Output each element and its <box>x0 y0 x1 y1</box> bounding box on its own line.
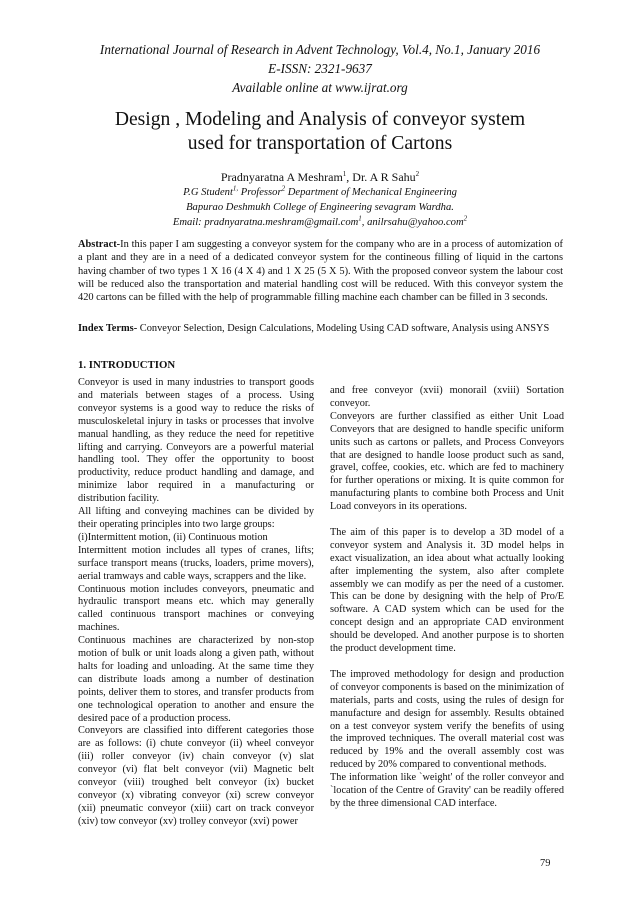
role-professor-sup: 2 <box>281 184 286 193</box>
email-2: , anilrsahu@yahoo.com <box>361 217 464 228</box>
affiliation-emails <box>60 215 580 230</box>
journal-issn: E-ISSN: 2321-9637 <box>268 61 372 76</box>
paper-authors <box>60 170 580 185</box>
author-1: Pradnyaratna A Meshram <box>220 170 343 184</box>
paragraph: Conveyors are further classified as either Unit Load Conveyors that are designed to handle specific uniform units such as cartons or pallets, and Process Conveyors that are designed to handle loose product such as sand, gravel, coffee, cookies, etc. which are fed to machinery for further operations or mixing. It is quite common for manufacturing plants to combine both Process and Unit Load conveyors in its operations. <box>330 410 564 513</box>
paragraph: Conveyors are classified into different categories those are as follows: (i) chute conveyor (ii) wheel conveyor (iii) roller conveyor (iv) chain conveyor (v) slat conveyor (vi) flat belt conveyor (vii) Magnetic belt conveyor (viii) troughed belt conveyor (ix) bucket conveyor (x) vibrating conveyor (xi) screw conveyor (xii) pneumatic conveyor (xiii) cart on track conveyor (xiv) tow conveyor (xv) trolley conveyor (xvi) power <box>78 725 314 827</box>
page-number: 79 <box>540 858 551 869</box>
journal-website: Available online at www.ijrat.org <box>232 80 408 95</box>
email-1: Email: pradnyaratna.meshram@gmail.com <box>172 217 359 228</box>
paragraph: Intermittent motion includes all types of cranes, lifts; surface transport means (trucks, loaders, prime movers), aerial tramways and cable ways, scrappers and the like. <box>78 544 314 582</box>
author-2-sup: 2 <box>415 170 420 178</box>
paragraph: Continuous machines are characterized by non-stop motion of bulk or unit loads along a given path, without halts for loading and unloading. At the same time they can distribute loads among a number of destination points, deliver them to stores, and transfer products from one technological operation to another and ensure the desired pace of a production process. <box>78 635 314 724</box>
index-terms-label: Index Terms- <box>78 323 138 334</box>
role-student: P.G Student <box>183 187 233 198</box>
paragraph: (i)Intermittent motion, (ii) Continuous motion <box>78 531 268 543</box>
paper-title-line2: used for transportation of Cartons <box>187 133 453 154</box>
paragraph: The improved methodology for design and production of conveyor components is based on the minimization of materials, parts and costs, using the rules of design for manufacture and design for assembly. Results obtained on a test conveyor system verify the benefits of using the improved techniques. The overall material cost was reduced by 19% and the overall assembly cost was reduced by 20% compared to conventional methods. <box>330 668 564 771</box>
role-student-sup: 1, <box>232 184 239 193</box>
paragraph: The aim of this paper is to develop a 3D model of a conveyor system and Analysis it. 3D model helps in exact visualization, an idea about what actually looking after implementing the system, also after complete assembly we can modify as per the need of a customer. This can be done by designing with the help of Pro/E software. A CAD system which can be used for the concept design and an appropriate CAD environment should be developed. And another purpose is to shorten the product development time. <box>330 526 564 655</box>
index-terms <box>78 322 563 335</box>
affiliation-roles <box>60 185 580 200</box>
email-1-sup: 1 <box>358 214 362 223</box>
paper-title-line1: Design , Modeling and Analysis of conveyor system <box>114 109 526 130</box>
email-2-sup: 2 <box>463 214 468 223</box>
affiliation-college: Bapurao Deshmukh College of Engineering sevagram Wardha. <box>186 202 454 213</box>
abstract-text: In this paper I am suggesting a conveyor system for the company who are in a process of automization of a plant and they are in a need of a dedicated conveyor system for the contineous filling of liquid in the cartons having chamber of two types 1 X 16 (4 X 4) and 1 X 25 (5 X 5). With the proposed conveor system the labour cost will be reduced also the transportation and material handling cost will be reduced. With this conveyor system the 420 cartons can be filled with the help of programmable filling machine each chamber can be filled in 3 seconds. <box>78 239 563 304</box>
left-column <box>78 377 314 829</box>
journal-title: International Journal of Research in Advent Technology, Vol.4, No.1, January 2016 <box>99 42 541 57</box>
abstract <box>78 238 563 304</box>
author-2: , Dr. A R Sahu <box>346 170 416 184</box>
department: Department of Mechanical Engineering <box>285 187 457 198</box>
index-terms-text: Conveyor Selection, Design Calculations, Modeling Using CAD software, Analysis using ANSYS <box>137 323 550 334</box>
paragraph: The information like `weight' of the roller conveyor and `location of the Centre of Gravity' can be readily offered by the three dimensional CAD interface. <box>330 772 564 809</box>
right-column <box>330 385 564 811</box>
paragraph: Conveyor is used in many industries to transport goods and materials between stages of a process. Using conveyor systems is a good way to reduce the risks of musculoskeletal injury in tasks or processes that involve manual handling, as they reduce the need for repetitive lifting and carrying. Conveyors are a powerful material handling tool. They offer the opportunity to boost productivity, reduce product handling and damage, and minimize labor required in a manufacturing or distribution facility. <box>78 377 314 505</box>
author-1-sup: 1 <box>342 170 347 178</box>
paragraph: All lifting and conveying machines can be divided by their operating principles into two large groups: <box>78 506 314 530</box>
paper-title <box>70 108 570 156</box>
section-heading-introduction: 1. INTRODUCTION <box>78 359 176 371</box>
role-professor: Professor <box>238 187 282 198</box>
abstract-label: Abstract- <box>78 239 121 250</box>
paragraph: Continuous motion includes conveyors, pneumatic and hydraulic transport means etc. which may generally called continuous transport machines or conveying machines. <box>78 583 314 634</box>
paragraph: and free conveyor (xvii) monorail (xviii) Sortation conveyor. <box>330 385 564 409</box>
